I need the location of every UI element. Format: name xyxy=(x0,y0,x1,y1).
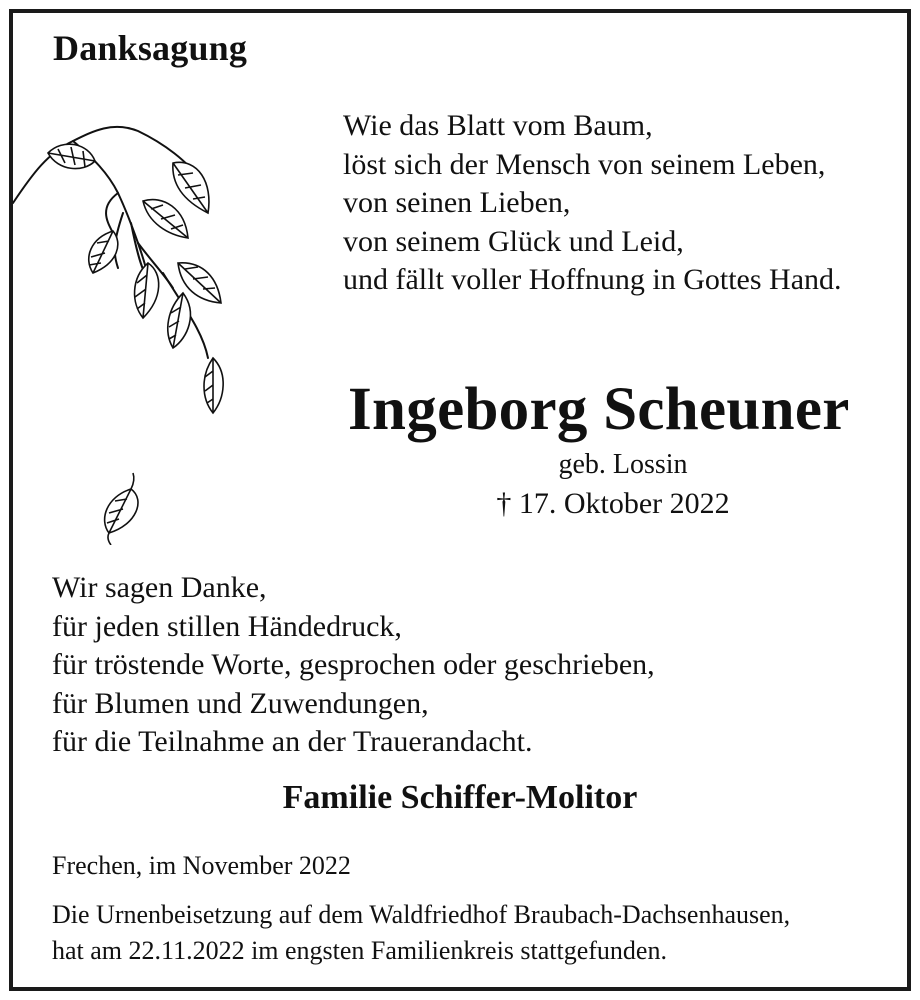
poem-line: von seinem Glück und Leid, xyxy=(343,224,684,258)
thanks-line: für die Teilnahme an der Trauerandacht. xyxy=(52,725,533,758)
death-date: † 17. Oktober 2022 xyxy=(496,487,730,520)
birth-name: geb. Lossin xyxy=(558,449,688,480)
burial-line: hat am 22.11.2022 im engsten Familienkreis stattgefunden. xyxy=(52,936,667,965)
obituary-card xyxy=(9,9,911,991)
poem xyxy=(343,107,842,300)
thanks-line: für Blumen und Zuwendungen, xyxy=(52,686,429,720)
family-signature: Familie Schiffer-Molitor xyxy=(282,779,638,816)
poem-line: von seinen Lieben, xyxy=(343,186,571,219)
burial-note xyxy=(52,897,790,969)
burial-line: Die Urnenbeisetzung auf dem Waldfriedhof Braubach-Dachsenhausen, xyxy=(52,900,791,929)
place-date: Frechen, im November 2022 xyxy=(52,851,351,880)
poem-line: Wie das Blatt vom Baum, xyxy=(343,109,653,142)
poem-line: und fällt voller Hoffnung in Gottes Hand. xyxy=(343,263,842,296)
thanks-text xyxy=(52,569,655,762)
leaf-branch-illustration xyxy=(13,113,243,433)
deceased-name: Ingeborg Scheuner xyxy=(348,376,850,443)
falling-leaf-illustration xyxy=(91,465,151,545)
thanks-line: für tröstende Worte, gesprochen oder geschrieben, xyxy=(52,648,655,681)
thanks-line: für jeden stillen Händedruck, xyxy=(52,609,402,643)
heading: Danksagung xyxy=(53,28,248,68)
leaf-7 xyxy=(168,293,191,348)
poem-line: löst sich der Mensch von seinem Leben, xyxy=(343,147,826,181)
thanks-line: Wir sagen Danke, xyxy=(52,571,267,604)
